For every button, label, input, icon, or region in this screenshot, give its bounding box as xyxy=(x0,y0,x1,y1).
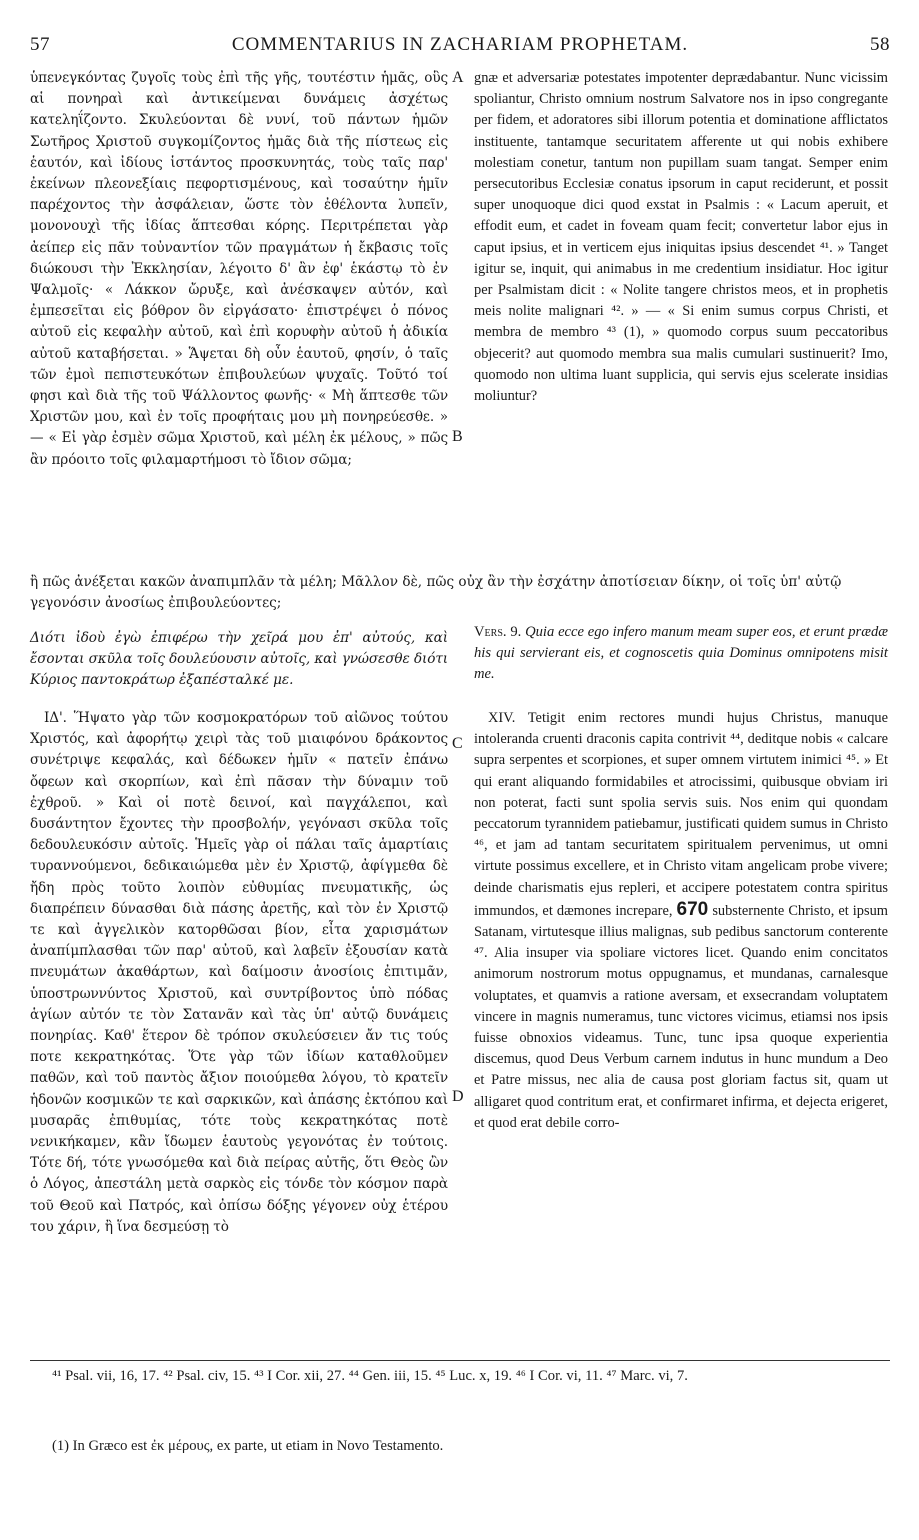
greek-column-top xyxy=(30,68,448,588)
greek-paragraph-1: ὑπενεγκόντας ζυγοῖς τοὺς ἐπὶ τῆς γῆς, τουτέστιν ἡμᾶς, οὓς αἱ πονηραὶ καὶ ἀντικείμεναι δυνάμεις ἀσχέτως κατεληΐζοντο. Σκυλεύονται δὲ νυνί, τοῦ πάντων ἡμῶν Σωτῆρος Χριστοῦ συγκομίζοντος ἡμᾶς διὰ τῆς πίστεως εἰς ἑαυτόν, καὶ ἰδίους ἱστάντος προσκυνητάς, τοὺς ταῖς παρ' ἐκείνων πλεονεξίαις πεφορτισμένους, καὶ τοσαύτην ἡμῖν παρέχοντος τὴν ἀσφάλειαν, ὥστε τὸν ἐθέλοντα λυπεῖν, μονονουχὶ τῆς ἰδίας ἅπτεσθαι κόρης. Περιτρέπεται γὰρ ἀείπερ εἰς πᾶν τοὐναντίον τῶν πραγμάτων ἡ ἔκβασις τοῖς διώκουσι τὴν Ἐκκλησίαν, λέγοιτο δ' ἂν ἐφ' ἑκάστῳ τὸ ἐν Ψαλμοῖς· « Λάκκον ὤρυξε, καὶ ἀνέσκαψεν αὐτόν, καὶ ἐμπεσεῖται εἰς βόθρον ὃν εἰργάσατο· ἐπιστρέψει ὁ πόνος αὐτοῦ εἰς κεφαλὴν αὐτοῦ, καὶ ἐπὶ κορυφὴν αὐτοῦ ἡ ἀδικία αὐτοῦ καταβήσεται. » Ἅψεται δὴ οὖν ἑαυτοῦ, φησίν, ὁ ταῖς τῶν ἐμοὶ πεπιστευκότων ἐπιβουλεύων ψυχαῖς. Τοῦτό τοί φησι καὶ διὰ τῆς τοῦ Ψάλλοντος φωνῆς· « Μὴ ἅπτεσθε τῶν Χριστῶν μου, καὶ ἐν τοῖς προφήταις μου μὴ πονηρεύεσθε. » — « Εἰ γὰρ ἐσμὲν σῶμα Χριστοῦ, καὶ μέλη ἐκ μέλους, » πῶς ἂν πρόοιτο τοῖς φιλαμαρτήμοσι τὸ ἴδιον σῶμα; xyxy=(30,70,448,468)
greek-verse-9 xyxy=(30,628,448,691)
margin-marker-b: B xyxy=(452,428,463,445)
page-number-right: 58 xyxy=(869,34,890,55)
latin-verse-9 xyxy=(474,622,888,686)
latin-paragraph-1: gnæ et adversariæ potestates impotenter deprædabantur. Nunc vicissim spoliantur, Christo omnium nostrum Salvatore nos in ipso congregante per fidem, et adoratores sibi illorum potentia et dominatione afflictatos instituente, tantamque securitatem afferente ut qui nobis exhibere molestiam conetur, tantum non pupillam suam tangat. Semper enim persecutoribus Ecclesiæ conatus ipsorum in caput reciderunt, et possit super unoquoque dici quod exstat in Psalmis : « Lacum aperuit, et effodit eum, et cadet in foveam quam fecit; convertetur labor ejus in caput ipsius, et in verticem ejus iniquitas ipsius descendet ⁴¹. » Tanget igitur se, inquit, qui animabus in me credentium insidiatur. Hoc igitur per Psalmistam dicit : « Nolite tangere christos meos, et in prophetis meis nolite malignari ⁴². » — « Si enim sumus corpus Christi, et membra de membro ⁴³ (1), » quomodo corpus suum peccatoribus objecerit? aut quomodo membra sua malis cumulari sustinuerit? Imo, quomodo non ultima luant supplicia, qui servis ejus scelerate insidias moliuntur? xyxy=(474,70,888,405)
greek-paragraph-14: ΙΔ'. Ἥψατο γὰρ τῶν κοσμοκρατόρων τοῦ αἰῶνος τούτου Χριστός, καὶ ἀφορήτῳ χειρὶ τὰς τοῦ μιαιφόνου δράκοντος συνέτριψε κεφαλάς, καὶ δέδωκεν ἡμῖν « πατεῖν ἐπάνω ὄφεων καὶ σκορπίων, καὶ ἐπὶ πᾶσαν τὴν δύναμιν τοῦ ἐχθροῦ. » Καὶ οἱ ποτὲ δεινοί, καὶ παγχάλεποι, καὶ δυσάντητον ἔχοντες τὴν προσβολήν, γεγόνασι σκῦλα τοῖς δεδουλευκόσιν αὐτοῖς. Ἡμεῖς γὰρ οἱ πάλαι ταῖς ἁμαρτίαις τυραννούμενοι, δεδικαιώμεθα μὲν ἐν Χριστῷ, ἀφίγμεθα δὲ ἤδη πρὸς τοῦτο λοιπὸν εὐθυμίας πνευματικῆς, ὡς διαπρέπειν δύνασθαι διὰ πάσης ἀρετῆς, καὶ τὸν ἐν Χριστῷ τε καὶ ἀγγελικὸν κατορθῶσαι βίον, εἶτα χαρισμάτων ἀναπίμπλασθαι τῶν παρ' αὐτοῦ, καὶ λαβεῖν ἐξουσίαν κατὰ πνευμάτων ἀκαθάρτων, καὶ δαίμοσιν ἀνοσίοις ἐπιτιμᾶν, ὑποστρωννύντος Χριστοῦ, καὶ συντρίβοντος ὑπὸ πόδας ἁγίων αὐτόν τε τὸν Σατανᾶν καὶ τὰς ὑπ' αὐτῷ δυνάμεις πονηρίας. Καθ' ἕτερον δὲ τρόπον σκυλεύσειεν ἄν τις τούς ποτε κεκρατηκότας. Ὅτε γὰρ τῶν ἰδίων καταθλοῦμεν παθῶν, καὶ τοῦ παντὸς ἄξιον ποιούμεθα λόγου, τὸ κρατεῖν ἡδονῶν κοσμικῶν τε καὶ σαρκικῶν, καὶ ἁπάσης ἐκτόπου καὶ μυσαρᾶς ἐπιθυμίας, τότε τοὺς κεκρατηκότας ποτὲ νενικήκαμεν, κἂν ἴδωμεν ἑαυτοὺς γεγονότας ἐν τούτοις. Τότε δή, τότε γνωσόμεθα καὶ διὰ πείρας αὐτῆς, ὅτι Θεὸς ὢν ὁ Λόγος, ἀπεστάλη μετὰ σαρκὸς εἰς τόνδε τὸν κόσμον παρὰ τοῦ Θεοῦ καὶ Πατρός, καὶ ὀπίσω δόξης γέγονεν οὐχ ἑτέρου του χάριν, ἢ ἵνα δεσμεύσῃ τὸ xyxy=(30,710,448,1235)
margin-marker-c: C xyxy=(452,735,463,752)
running-header xyxy=(30,34,890,58)
greek-verse-text: Διότι ἰδοὺ ἐγὼ ἐπιφέρω τὴν χεῖρά μου ἐπ' αὐτούς, καὶ ἔσονται σκῦλα τοῖς δουλεύουσιν αὐτοῖς, καὶ γνώσεσθε διότι Κύριος παντοκράτωρ ἐξαπέσταλκέ με. xyxy=(30,630,448,688)
verse-label: Vers. 9. xyxy=(474,624,522,640)
margin-marker-a: A xyxy=(452,69,464,86)
greek-column-bottom xyxy=(30,708,448,1238)
latin-column-top xyxy=(474,68,888,568)
greek-spill-line: ἢ πῶς ἀνέξεται κακῶν ἀναπιμπλᾶν τὰ μέλη; Μᾶλλον δὲ, πῶς οὐχ ἂν τὴν ἐσχάτην ἀποτίσειαν δίκην, οἱ τοῖς ὑπ' αὐτῷ γεγονόσιν ἀνοσίως ἐπιβουλεύοντες; xyxy=(30,574,842,612)
margin-marker-d: D xyxy=(452,1088,464,1105)
column-number: 670 xyxy=(676,898,709,920)
footnote-rule xyxy=(30,1360,890,1361)
latin-paragraph-14a: XIV. Tetigit enim rectores mundi hujus Christus, manuque intoleranda cruenti draconis capita contrivit ⁴⁴, deditque nobis « calcare supra serpentes et scorpiones, et super omnem virtutem inimici ⁴⁵. » Et qui erant aliquando formidabiles et atrocissimi, quibusque obviam iri non poterat, facti sunt spolia servis suis. Nos enim qui quondam peccatorum tyrannidem patiebamur, justificati quidem sumus in Christo ⁴⁶, et jam ad tantam securitatem spiritualem pervenimus, ut omni virtute possimus excellere, et in Christo vitam angelicam probe vivere; deinde charismatis ejus repleri, et accipere potestatem contra spiritus immundos, et dæmones increpare, xyxy=(474,710,888,919)
translator-note: (1) In Græco est ἐκ μέρους, ex parte, ut etiam in Novo Testamento. xyxy=(52,1438,444,1454)
latin-column-bottom xyxy=(474,708,888,1134)
latin-paragraph-14b: substernente Christo, et ipsum Satanam, virtutesque illius malignas, sub pedibus sanctorum conterente ⁴⁷. Alia insuper via spoliare victores licet. Quando enim concitatos animorum nostrorum motus oppugnamus, et mundanas, carnalesque voluptates, et quamvis a ratione aversam, et exsecrandam voluptatem vincere in magnis numeramus, tunc victores vicimus, etiamsi nos ipsis fuisse obnoxios videamus. Tunc, tunc ipsa quoque experientia discemus, quod Deus Verbum carnem indutus in hunc mundum a Deo et Patre missus, nec alia de causa post gloriam factus sit, quam ut alligaret quod contritum erat, et confirmaret infirma, et dejecta erigeret, et quod erat debile corro- xyxy=(474,902,888,1131)
latin-verse-text: Quia ecce ego infero manum meam super eos, et erunt prædæ his qui servierant eis, et cognoscetis quia Dominus omnipotens misit me. xyxy=(474,624,889,683)
footnotes: ⁴¹ Psal. vii, 16, 17. ⁴² Psal. civ, 15. ⁴³ I Cor. xii, 27. ⁴⁴ Gen. iii, 15. ⁴⁵ Luc. x, 19. ⁴⁶ I Cor. vi, 11. ⁴⁷ Marc. vi, 7. xyxy=(52,1368,688,1384)
page-number-left: 57 xyxy=(30,34,50,55)
running-title: COMMENTARIUS IN ZACHARIAM PROPHETAM. xyxy=(231,34,689,55)
